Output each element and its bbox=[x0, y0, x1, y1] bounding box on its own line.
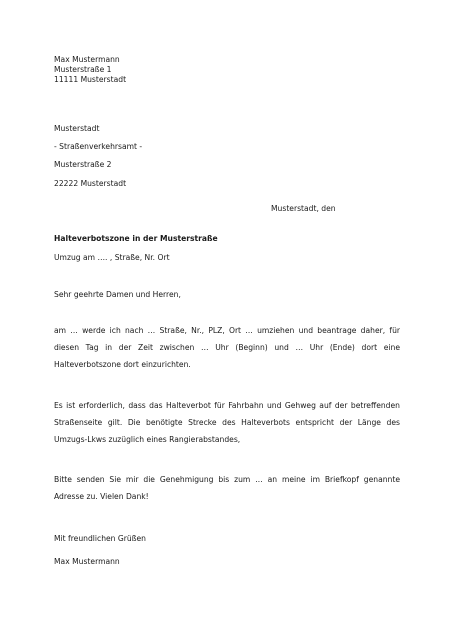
subject-line: Halteverbotszone in der Musterstraße bbox=[54, 234, 218, 243]
move-line: Umzug am …. , Straße, Nr. Ort bbox=[54, 253, 170, 262]
closing: Mit freundlichen Grüßen bbox=[54, 534, 146, 543]
signature: Max Mustermann bbox=[54, 557, 120, 566]
recipient-line-1: Musterstadt bbox=[54, 124, 100, 133]
body-paragraph-3: Bitte senden Sie mir die Genehmigung bis zum … an meine im Briefkopf genannte Adresse zu. Vielen Dank! bbox=[54, 475, 400, 501]
body-paragraph-2: Es ist erforderlich, dass das Halteverbot für Fahrbahn und Gehweg auf der betreffenden Straßenseite gilt. Die benötigte Strecke des Halteverbots entspricht der Länge des Umzugs-Lkws zuzüglich eines Rangierabstandes, bbox=[54, 401, 400, 444]
sender-street: Musterstraße 1 bbox=[54, 65, 112, 74]
recipient-line-2: - Straßenverkehrsamt - bbox=[54, 142, 143, 151]
body-paragraph-1: am … werde ich nach … Straße, Nr., PLZ, Ort … umziehen und beantrage daher, für diesen Tag in der Zeit zwischen … Uhr (Beginn) und … Uhr (Ende) dort eine Halteverbotszone dort einzurichten. bbox=[54, 326, 400, 369]
recipient-line-3: Musterstraße 2 bbox=[54, 160, 112, 169]
recipient-line-4: 22222 Musterstadt bbox=[54, 179, 127, 188]
sender-name: Max Mustermann bbox=[54, 55, 120, 64]
sender-city: 11111 Musterstadt bbox=[54, 75, 127, 84]
salutation: Sehr geehrte Damen und Herren, bbox=[54, 290, 181, 299]
place-date: Musterstadt, den bbox=[271, 204, 336, 213]
